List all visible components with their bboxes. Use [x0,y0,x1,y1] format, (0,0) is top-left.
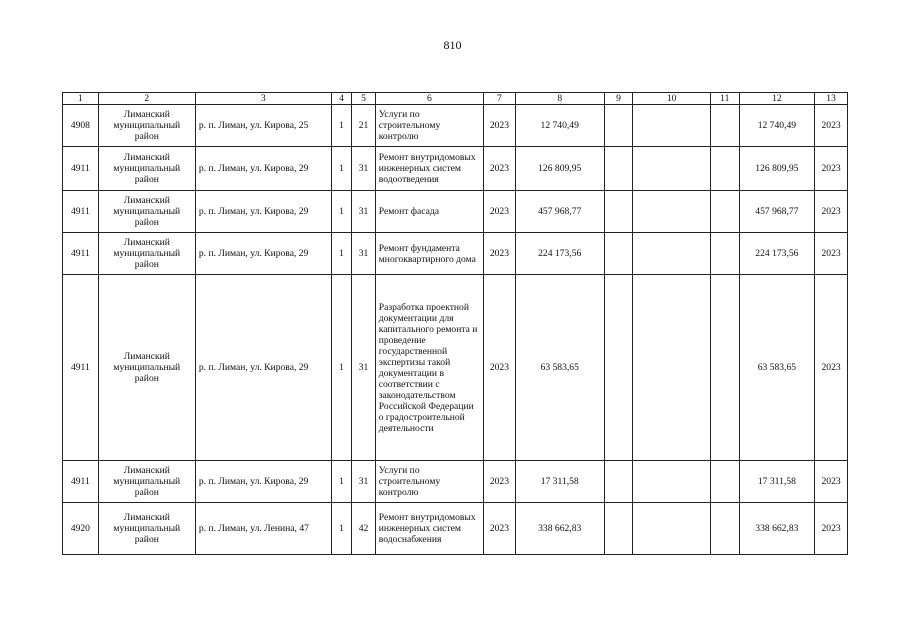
cell-address: р. п. Лиман, ул. Кирова, 29 [195,191,331,233]
cell-cost: 63 583,65 [515,275,604,461]
cell-year: 2023 [484,191,516,233]
cell-col5: 31 [352,233,376,275]
cell-cost-total: 338 662,83 [739,503,815,555]
cell-municipality: Лиманский муниципальный район [98,233,195,275]
cell-col4: 1 [331,503,351,555]
column-header: 4 [331,93,351,105]
cell-year: 2023 [484,233,516,275]
cell-municipality: Лиманский муниципальный район [98,275,195,461]
cell-col11 [710,275,739,461]
cell-col11 [710,461,739,503]
cell-col10 [633,233,711,275]
cell-col4: 1 [331,275,351,461]
cell-col10 [633,147,711,191]
column-header: 13 [815,93,848,105]
cell-register-number: 4911 [63,233,99,275]
column-header: 10 [633,93,711,105]
cell-col11 [710,191,739,233]
cell-col4: 1 [331,147,351,191]
column-header: 1 [63,93,99,105]
cell-register-number: 4911 [63,147,99,191]
cell-work-type: Услуги по строительному контролю [375,105,483,147]
cell-register-number: 4911 [63,461,99,503]
cell-year: 2023 [484,503,516,555]
cell-col9 [604,191,633,233]
cell-address: р. п. Лиман, ул. Кирова, 29 [195,233,331,275]
column-header: 12 [739,93,815,105]
cell-cost-total: 457 968,77 [739,191,815,233]
cell-col9 [604,233,633,275]
cell-cost-total: 63 583,65 [739,275,815,461]
column-header: 11 [710,93,739,105]
table-row [63,233,848,275]
cell-address: р. п. Лиман, ул. Ленина, 47 [195,503,331,555]
cell-year: 2023 [484,105,516,147]
cell-col4: 1 [331,191,351,233]
cell-col4: 1 [331,461,351,503]
cell-register-number: 4908 [63,105,99,147]
cell-municipality: Лиманский муниципальный район [98,461,195,503]
cell-cost: 17 311,58 [515,461,604,503]
cell-col4: 1 [331,233,351,275]
cell-year-end: 2023 [815,233,848,275]
cell-col5: 42 [352,503,376,555]
cell-register-number: 4920 [63,503,99,555]
cell-address: р. п. Лиман, ул. Кирова, 29 [195,461,331,503]
table-row [63,275,848,461]
cell-col11 [710,233,739,275]
column-header: 9 [604,93,633,105]
cell-work-type: Услуги по строительному контролю [375,461,483,503]
column-header: 5 [352,93,376,105]
cell-year-end: 2023 [815,147,848,191]
header-row [63,93,848,105]
page-number: 810 [443,38,462,52]
cell-year-end: 2023 [815,275,848,461]
cell-year-end: 2023 [815,105,848,147]
cell-col10 [633,191,711,233]
cell-work-type: Ремонт фасада [375,191,483,233]
cell-register-number: 4911 [63,275,99,461]
register-table [62,92,848,555]
column-header: 2 [98,93,195,105]
cell-col9 [604,461,633,503]
cell-col4: 1 [331,105,351,147]
cell-work-type: Ремонт фундамента многоквартирного дома [375,233,483,275]
cell-col9 [604,503,633,555]
cell-municipality: Лиманский муниципальный район [98,503,195,555]
table-row [63,461,848,503]
cell-year: 2023 [484,461,516,503]
cell-col9 [604,275,633,461]
column-header: 6 [375,93,483,105]
column-header: 8 [515,93,604,105]
cell-register-number: 4911 [63,191,99,233]
cell-col10 [633,275,711,461]
cell-cost-total: 224 173,56 [739,233,815,275]
cell-col5: 21 [352,105,376,147]
cell-col11 [710,105,739,147]
cell-municipality: Лиманский муниципальный район [98,147,195,191]
table-row [63,191,848,233]
cell-year: 2023 [484,275,516,461]
cell-municipality: Лиманский муниципальный район [98,191,195,233]
cell-col11 [710,503,739,555]
table-row [63,105,848,147]
cell-address: р. п. Лиман, ул. Кирова, 29 [195,147,331,191]
cell-address: р. п. Лиман, ул. Кирова, 25 [195,105,331,147]
cell-year-end: 2023 [815,461,848,503]
cell-cost-total: 12 740,49 [739,105,815,147]
cell-cost: 224 173,56 [515,233,604,275]
cell-work-type: Разработка проектной документации для капитального ремонта и проведение государственной экспертизы такой документации в соответствии с законодательством Российской Федерации о градостроительной деятельности [375,275,483,461]
cell-col9 [604,105,633,147]
table-row [63,503,848,555]
cell-col11 [710,147,739,191]
cell-year-end: 2023 [815,191,848,233]
column-header: 7 [484,93,516,105]
cell-year-end: 2023 [815,503,848,555]
cell-address: р. п. Лиман, ул. Кирова, 29 [195,275,331,461]
cell-cost: 126 809,95 [515,147,604,191]
cell-cost-total: 126 809,95 [739,147,815,191]
cell-col10 [633,503,711,555]
cell-cost: 338 662,83 [515,503,604,555]
cell-col10 [633,461,711,503]
cell-col5: 31 [352,191,376,233]
cell-work-type: Ремонт внутридомовых инженерных систем водоснабжения [375,503,483,555]
column-header: 3 [195,93,331,105]
cell-year: 2023 [484,147,516,191]
cell-municipality: Лиманский муниципальный район [98,105,195,147]
cell-col10 [633,105,711,147]
cell-cost: 457 968,77 [515,191,604,233]
cell-col5: 31 [352,147,376,191]
cell-col9 [604,147,633,191]
cell-work-type: Ремонт внутридомовых инженерных систем водоотведения [375,147,483,191]
cell-col5: 31 [352,275,376,461]
cell-cost: 12 740,49 [515,105,604,147]
cell-cost-total: 17 311,58 [739,461,815,503]
cell-col5: 31 [352,461,376,503]
table-row [63,147,848,191]
